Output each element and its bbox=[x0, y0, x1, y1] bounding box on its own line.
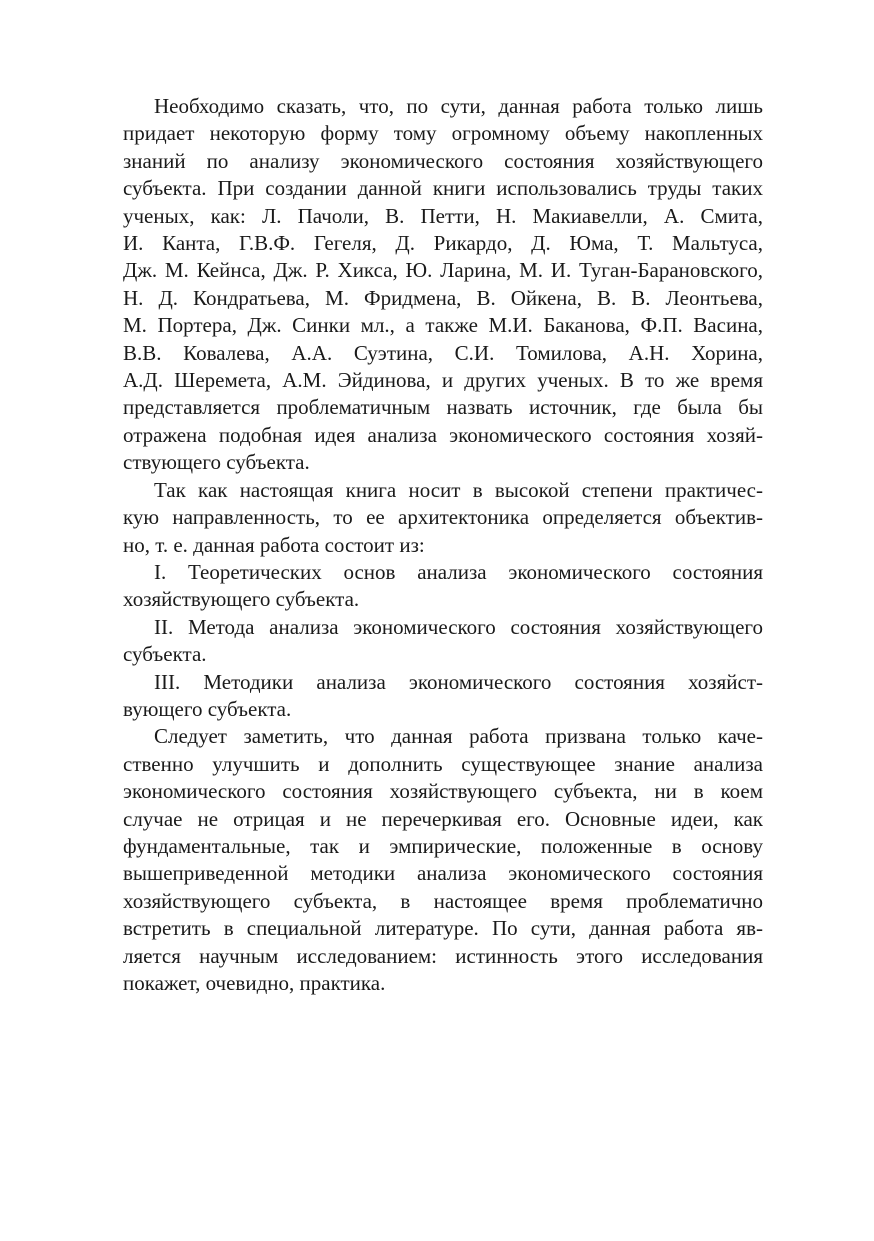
text-line: III. Методики анализа экономического состояния хозяйст- bbox=[154, 669, 763, 694]
text-line: вышеприведенной методики анализа экономического состояния bbox=[123, 861, 763, 886]
text-line: кую направленность, то ее архитектоника определяется объектив- bbox=[123, 505, 763, 530]
text-line: ученых, как: Л. Пачоли, В. Петти, Н. Макиавелли, А. Смита, bbox=[123, 203, 763, 228]
body-text bbox=[123, 93, 763, 997]
text-line: Необходимо сказать, что, по сути, данная работа только лишь bbox=[154, 94, 763, 118]
text-line: покажет, очевидно, практика. bbox=[123, 971, 386, 995]
text-line: В.В. Ковалева, А.А. Суэтина, С.И. Томилова, А.Н. Хорина, bbox=[123, 340, 763, 365]
text-line: Н. Д. Кондратьева, М. Фридмена, В. Ойкена, В. В. Леонтьева, bbox=[123, 285, 763, 310]
text-line: случае не отрицая и не перечеркивая его. Основные идеи, как bbox=[123, 806, 763, 831]
text-line: Следует заметить, что данная работа призвана только каче- bbox=[154, 724, 763, 749]
text-line: хозяйствующего субъекта, в настоящее время проблематично bbox=[123, 888, 763, 913]
text-line: но, т. е. данная работа состоит из: bbox=[123, 532, 425, 557]
text-line: Так как настоящая книга носит в высокой степени практичес- bbox=[154, 477, 763, 502]
paragraph-list-item-2 bbox=[123, 614, 763, 669]
paragraph-list-item-3 bbox=[123, 669, 763, 724]
paragraph-intro bbox=[123, 93, 763, 477]
text-line: II. Метода анализа экономического состояния хозяйствующего bbox=[154, 614, 763, 639]
paragraph-structure bbox=[123, 477, 763, 559]
text-line: фундаментальные, так и эмпирические, положенные в основу bbox=[123, 833, 763, 858]
text-line: ляется научным исследованием: истинность этого исследования bbox=[123, 943, 763, 968]
text-line: знаний по анализу экономического состояния хозяйствующего bbox=[123, 148, 763, 173]
text-line: отражена подобная идея анализа экономического состояния хозяй- bbox=[123, 422, 763, 447]
text-line: субъекта. bbox=[123, 642, 207, 667]
text-line: придает некоторую форму тому огромному объему накопленных bbox=[123, 121, 763, 146]
text-line: представляется проблематичным назвать источник, где была бы bbox=[123, 395, 763, 420]
text-line: М. Портера, Дж. Синки мл., а также М.И. Баканова, Ф.П. Васина, bbox=[123, 313, 763, 338]
paragraph-list-item-1 bbox=[123, 559, 763, 614]
text-line: субъекта. При создании данной книги использовались труды таких bbox=[123, 176, 763, 201]
text-line: А.Д. Шеремета, А.М. Эйдинова, и других ученых. В то же время bbox=[123, 368, 763, 393]
text-line: И. Канта, Г.В.Ф. Гегеля, Д. Рикардо, Д. Юма, Т. Мальтуса, bbox=[123, 231, 763, 256]
text-line: Дж. М. Кейнса, Дж. Р. Хикса, Ю. Ларина, М. И. Туган-Барановского, bbox=[123, 258, 763, 283]
text-line: I. Теоретических основ анализа экономического состояния bbox=[154, 559, 763, 584]
text-line: вующего субъекта. bbox=[123, 696, 292, 721]
text-line: встретить в специальной литературе. По сути, данная работа яв- bbox=[123, 916, 763, 941]
text-line: хозяйствующего субъекта. bbox=[123, 587, 360, 612]
text-line: экономического состояния хозяйствующего субъекта, ни в коем bbox=[123, 779, 763, 804]
text-line: ствующего субъекта. bbox=[123, 450, 310, 475]
text-line: ственно улучшить и дополнить существующее знание анализа bbox=[123, 751, 763, 776]
paragraph-conclusion bbox=[123, 723, 763, 997]
